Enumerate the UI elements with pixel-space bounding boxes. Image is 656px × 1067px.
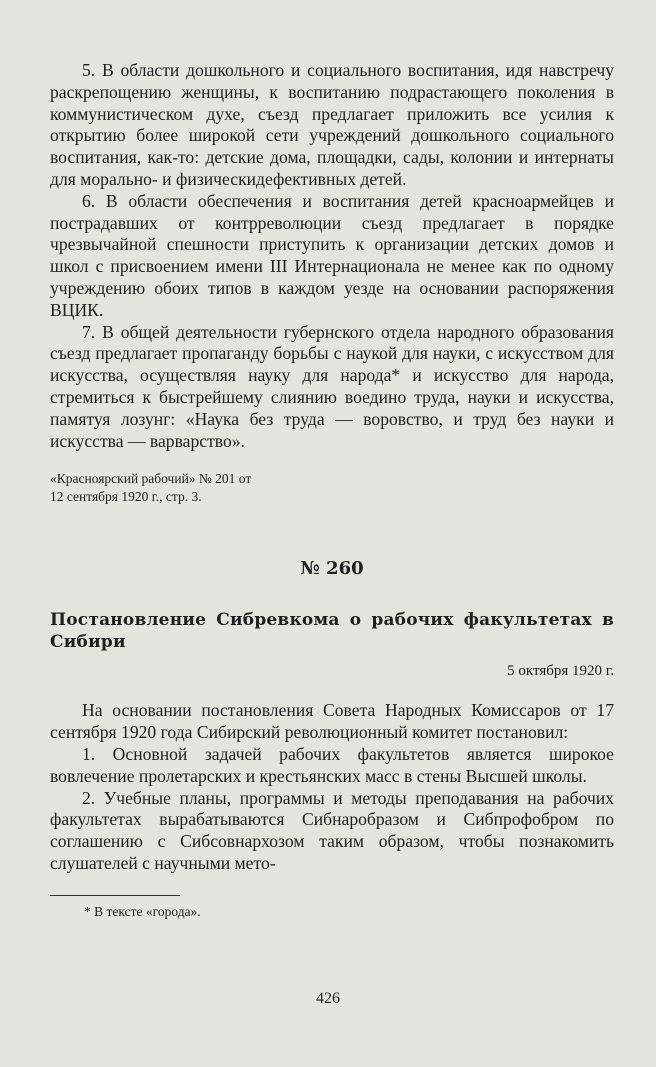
document-title: Постановление Сибревкома о рабочих факультетах в Сибири [50, 610, 614, 653]
document-item-2: 2. Учебные планы, программы и методы преподавания на рабочих факультетах вырабатываются Сибнаробразом и Сибпрофобром по соглашению с Сибсовнархозом таким образом, чтобы познакомить слушателей с научными мето- [50, 787, 614, 873]
source-citation [50, 470, 380, 506]
document-date: 5 октября 1920 г. [507, 663, 614, 680]
paragraph-5: 5. В области дошкольного и социального воспитания, идя навстречу раскрепощению женщины, к воспитанию подрастающего поколения в коммунистическом духе, съезд предлагает приложить все усилия к открытию более широкой сети учреждений дошкольного социального воспитания, как-то: детские дома, площадки, сады, колонии и интернаты для морально- и физическидефективных детей. [50, 60, 614, 189]
paragraph-7: 7. В общей деятельности губернского отдела народного образования съезд предлагает пропаганду борьбы с наукой для науки, с искусством для искусства, осуществляя науку для народа* и искусство для народа, стремиться к быстрейшему слиянию воедино труда, науки и искусства, памятуя лозунг: «Наука без труда — воровство, и труд без науки и искусства — варварство». [50, 321, 614, 451]
source-line-1: «Красноярский рабочий» № 201 от [50, 471, 252, 487]
paragraph-6: 6. В области обеспечения и воспитания детей красноармейцев и пострадавших от контрреволюции съезд предлагает в порядке чрезвычайной спешности приступить к организации детских домов и школ с присвоением имени III Интернационала не менее как по одному учреждению обоих типов в каждом уезде на основании распоряжения ВЦИК. [50, 190, 614, 320]
document-number: № 260 [300, 558, 364, 580]
page-number: 426 [316, 990, 340, 1007]
page-content [50, 60, 614, 920]
document-item-1: 1. Основной задачей рабочих факультетов является широкое вовлечение пролетарских и крестьянских масс в стены Высшей школы. [50, 743, 614, 786]
footnote: * В тексте «города». [84, 903, 201, 919]
source-line-2: 12 сентября 1920 г., стр. 3. [50, 489, 202, 505]
document-intro: На основании постановления Совета Народных Комиссаров от 17 сентября 1920 года Сибирский революционный комитет постановил: [50, 700, 614, 743]
footnote-divider [50, 895, 180, 896]
